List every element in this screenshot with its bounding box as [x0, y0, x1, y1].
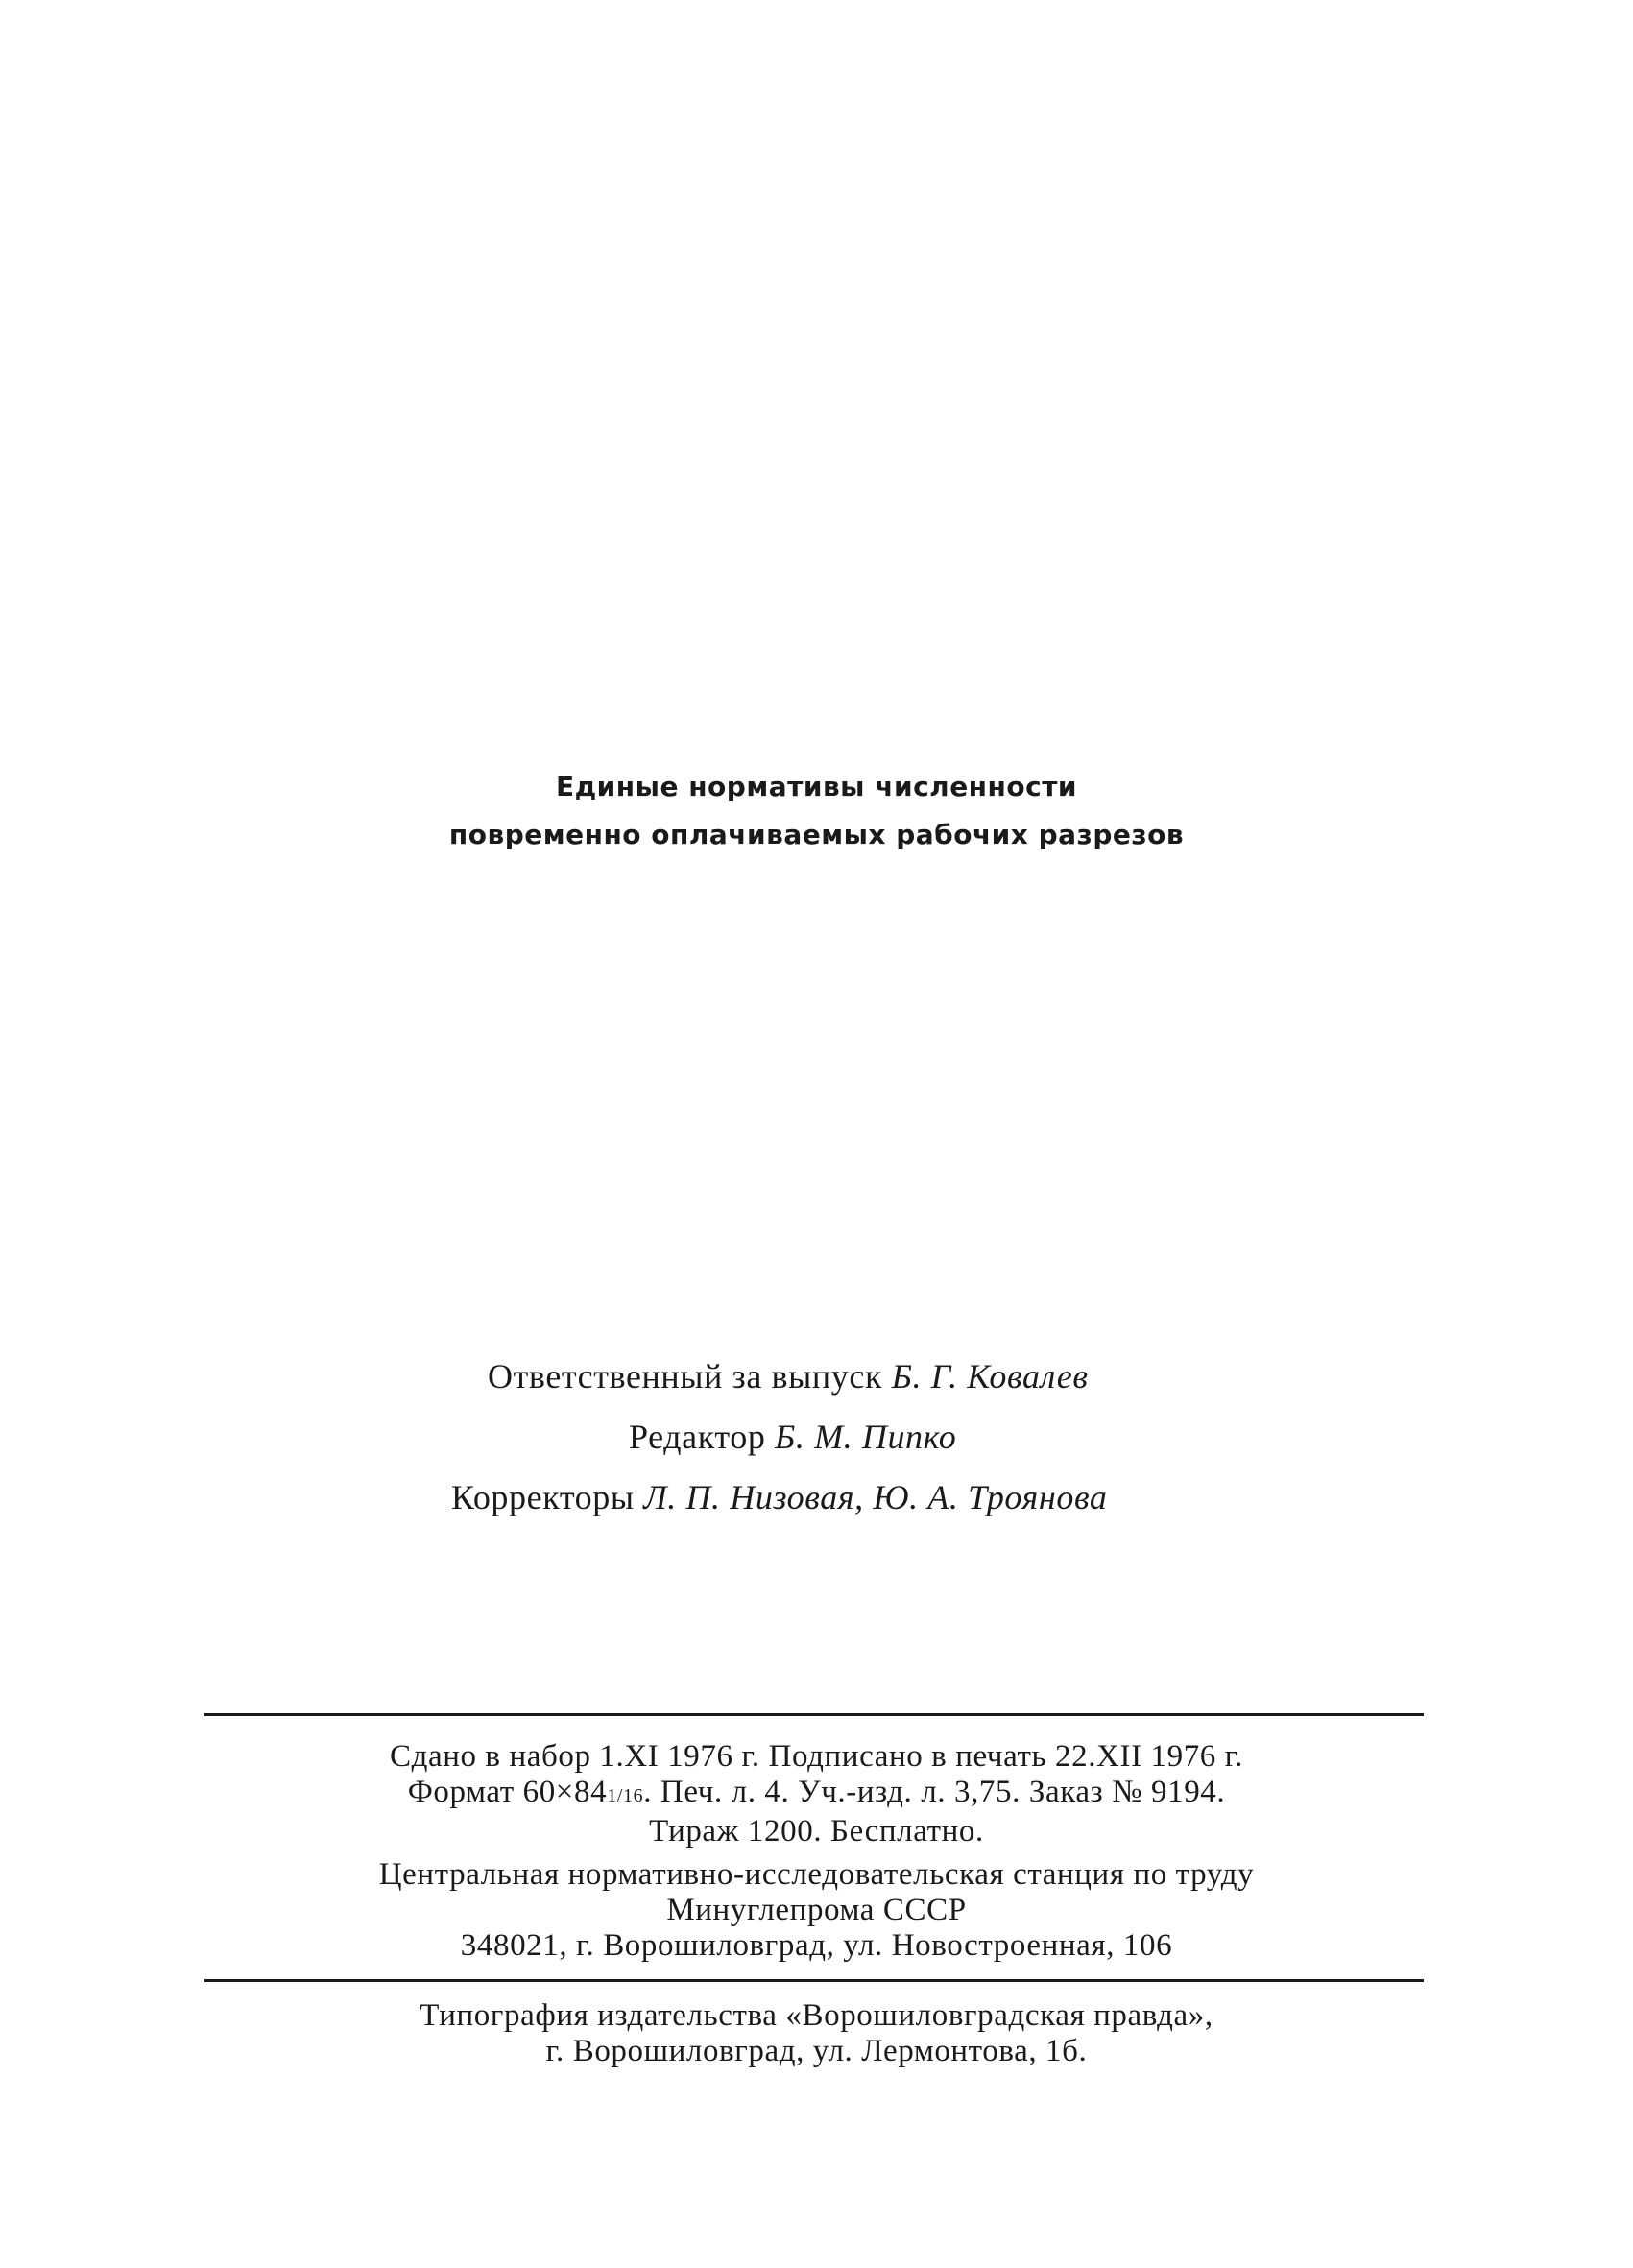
editor-label: Редактор [629, 1418, 766, 1456]
title-line-1: Единые нормативы численности [555, 771, 1078, 802]
printer-details [0, 1998, 1633, 2069]
correctors-label: Корректоры [451, 1478, 635, 1516]
publisher-address: 348021, г. Ворошиловград, ул. Новостроенная, 106 [460, 1928, 1173, 1963]
publisher-line-1: Центральная нормативно-исследовательская станция по труду [378, 1857, 1255, 1892]
editor-line [629, 1407, 956, 1468]
submitted-line: Сдано в набор 1.XI 1976 г. Подписано в печать 22.XII 1976 г. [389, 1739, 1244, 1774]
format-prefix: Формат 60×84 [407, 1775, 608, 1809]
divider-top [204, 1713, 1424, 1716]
publisher-line-2: Минуглепрома СССР [666, 1893, 967, 1927]
publication-details [0, 1739, 1633, 1850]
document-title [0, 763, 1633, 859]
responsible-line [488, 1347, 1089, 1407]
divider-bottom [204, 1979, 1424, 1982]
printer-line-2: г. Ворошиловград, ул. Лермонтова, 1б. [545, 2034, 1088, 2068]
responsible-name: Б. Г. Ковалев [891, 1357, 1089, 1396]
correctors-names: Л. П. Низовая, Ю. А. Троянова [643, 1478, 1108, 1516]
printer-line-1: Типография издательства «Ворошиловградская правда», [420, 1998, 1213, 2033]
title-line-2: повременно оплачиваемых рабочих разрезов [448, 819, 1185, 850]
responsible-label: Ответственный за выпуск [488, 1357, 883, 1396]
format-suffix: . Печ. л. 4. Уч.-изд. л. 3,75. Заказ № 9194. [643, 1775, 1226, 1809]
publisher-details [0, 1857, 1633, 1964]
correctors-line [451, 1468, 1108, 1528]
print-run-line: Тираж 1200. Бесплатно. [649, 1814, 984, 1849]
editor-name: Б. М. Пипко [775, 1418, 957, 1456]
format-line [0, 1775, 1633, 1814]
format-fraction: 1/16 [607, 1785, 644, 1806]
